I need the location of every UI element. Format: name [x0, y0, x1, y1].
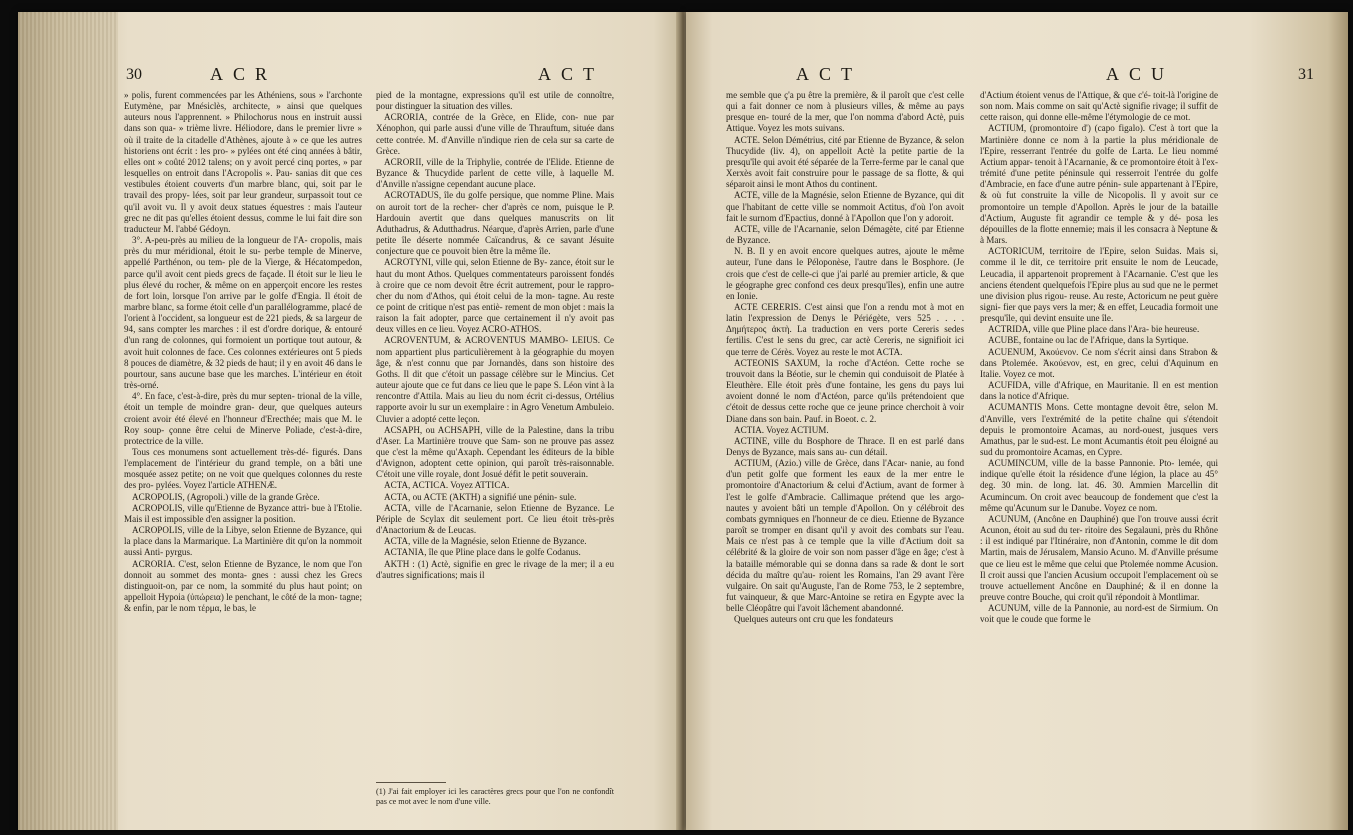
paragraph: ACTIUM, (Azio.) ville de Grèce, dans l'Acar- nanie, au fond d'un petit golfe que forment les eaux de la mer entre le promontoire d'Anactorium & celui d'Actium, avant de former à l'est le golfe d'Ambracie. Callimaque prétend que les argo- nautes y avoient bâti un temple d'Apollon. On y célébroit des combats gymniques en l'honneur de ce dieu. Etienne de Byzance paroît se tromper en disant qu'il y avoit des combats sur l'eau. Mais ce n'est pas à ce temple que la ville d'Actium doit sa célébrité & la gloire de voir son nom passer d'âge en âge; c'est à la bataille mémorable qui se donna dans sa rade & dont le sort décida du maître qu'au- roient les Romains, l'an 29 avant l'ère vulgaire. On sait qu'Auguste, l'an de Rome 753, le 2 septembre, fut vainqueur, & que Marc-Antoine se retira en Egypte avec la belle Cléopâtre qui l'avoit lâchement abandonné.	[726, 458, 964, 614]
paragraph: ACSAPH, ou ACHSAPH, ville de la Palestine, dans la tribu d'Aser. La Martinière trouve que Sam- son ne prouve pas assez que c'est la même qu'Axaph. Cependant les éditeurs de la bible d'Avignon, adoptent cette opinion, qui paroît très-raisonnable. C'étoit une ville royale, dont Josué défit le petit souverain.	[376, 424, 614, 480]
paragraph: ACUNUM, (Ancône en Dauphiné) que l'on trouve aussi écrit Acunon, étoit au sud du ter- ritoire des Segalauni, près du Rhône : il est indiqué par l'Itinéraire, non d'Antonin, comme le dit dom Martin, mais de Jérusalem, Mansio Acuno. M. d'Anville présume que ce lieu est le même que celui que Ptolemée nomme Acusion. Il croit aussi que l'ancien Acusium occupoit l'emplacement où se trouve actuellement Ancône en Dauphiné; & il en donne la preuve contre Bouche, qui croit qu'il répondoit à Montlimar.	[980, 513, 1218, 603]
page-edges	[18, 12, 118, 830]
paragraph: N. B. Il y en avoit encore quelques autres, ajoute le même auteur, l'une dans le Péloponèse, l'autre dans le Bosphore. (Je crois que c'est de celle-ci que j'ai parlé au premier article, & que le géographe grec confond ces deux presqu'îles), enfin une autre en Ionie.	[726, 246, 964, 301]
paragraph: ACUNUM, ville de la Pannonie, au nord-est de Sirmium. On voit que le coude que forme le	[980, 603, 1218, 625]
right-folio: 31	[1298, 66, 1314, 83]
paragraph: ACTINE, ville du Bosphore de Thrace. Il en est parlé dans Denys de Byzance, mais sans au- cun détail.	[726, 435, 964, 457]
paragraph: ACTE, ville de la Magnésie, selon Etienne de Byzance, qui dit que l'habitant de cette ville se nommoit Actitus, d'où l'on avoit fait le surnom d'Epactius, donné à l'Apollon que l'on y adoroit.	[726, 190, 964, 223]
paragraph: me semble que ç'a pu être la première, & il paroît que c'est celle qui a fait donner ce nom à plusieurs villes, & même au pays presque en- touré de la mer, que l'on nomma d'abord Actè, puis Attique. Voyez les mots suivans.	[726, 90, 964, 134]
paragraph: ACTIUM, (promontoire d') (capo figalo). C'est à tort que la Martinière donne ce nom à la partie la plus méridionale de l'Epire, resserrant l'entrée du golfe de Larta. Le lieu nommé Actium appar- tenoit à l'Acarnanie, & ce promontoire étoit à l'ex- trémité d'une petite péninsule qui resserroit l'entrée du golfe d'Ambracie, en face d'une autre pénin- sule appartenant à l'Epire, & où fut construite la ville de Nicopolis. Il y avoit sur ce promontoire un temple d'Apollon. Après le jour de la bataille d'Actium, Auguste fit agrandir ce temple & y dé- posa les dépouilles de la flotte ennemie; mais il les consacra à Neptune & à Mars.	[980, 123, 1218, 246]
paragraph: ACTA, ville de l'Acarnanie, selon Etienne de Byzance. Le Périple de Scylax dit seulement port. Ce lieu étoit très-près d'Anactorium & de Leucas.	[376, 502, 614, 536]
right-column-2	[980, 90, 1218, 626]
left-page	[18, 12, 680, 830]
paragraph: ACUMANTIS Mons. Cette montagne devoit être, selon M. d'Anville, vers l'extrémité de la petite chaîne qui s'étendoit depuis le promontoire Acamas, au nord-ouest, jusques vers Amathus, par le sud-est. Le mont Acumantis étoit peu éloigné au sud du promontoire Acamas, en Cypre.	[980, 402, 1218, 457]
paragraph: ACTA, ACTICA. Voyez ATTICA.	[384, 480, 510, 491]
paragraph: ACRORIA. C'est, selon Etienne de Byzance, le nom que l'on donnoit au sommet des monta- gnes : aussi chez les Grecs distinguoit-on, par ce nom, la sommité du plus haut point; on appelloit Hypoia (ὑπώρεια) le penchant, le côté de la mon- tagne; & enfin, par le nom τέρμα, le bas, le	[124, 558, 362, 614]
paragraph: ACROPOLIS, ville de la Libye, selon Etienne de Byzance, qui la place dans la Marmarique. La Martinière dit qu'on la nommoit aussi Anti- pyrgus.	[124, 525, 362, 558]
footnote-rule	[376, 782, 446, 783]
paragraph: ACTA, ville de la Magnésie, selon Etienne de Byzance.	[384, 536, 587, 547]
left-column-1	[124, 90, 362, 614]
left-column-2	[376, 90, 614, 581]
paragraph: ACTEONIS SAXUM, la roche d'Actéon. Cette roche se trouvoit dans la Béotie, sur le chemin qui conduisoit de Platée à Eleuthère. Elle étoit près d'une fontaine, les gens du pays lui avoient donné le nom d'Actéon, parce qu'ils prétendoient que c'étoit de dessus cette roche que ce jeune prince cherchoit à voir Diane dans son bain. Pauf. in Boeot. c. 2.	[726, 357, 964, 424]
paragraph: ACTRIDA, ville que Pline place dans l'Ara- bie heureuse.	[988, 324, 1200, 335]
paragraph: 3°. A-peu-près au milieu de la longueur de l'A- cropolis, mais près du mur méridional, étoit le su- perbe temple de Minerve, appellé Parthénon, ou tem- ple de la Vierge, & Hécatompedon, parce qu'il avoit cent pieds grecs de façade. Il étoit sur le lieu le plus élevé du rocher, & même on en apperçoit encore les restes de fort loin, lorsque l'on arrive par le golfe d'Engia. Il étoit de marbre blanc, sa forme étoit celle d'un parallélogramme, placé de l'orient à l'occident, sa longueur est de 221 pieds, & sa largeur de 94, sans compter les marches : il est d'ordre dorique, & entouré d'un rang de colonnes, qui formoient un portique tout autour, & avoit huit colonnes de face. Ces colonnes extérieures ont 5 pieds 8 pouces de diamètre, & 32 pieds de haut; il y en avoit 46 dans le pourtour, sans aucune base que les marches. L'intérieur en étoit très-orné.	[124, 235, 362, 391]
right-column-1	[726, 90, 964, 626]
footnote: (1) J'ai fait employer ici les caractères grecs pour que l'on ne confondît pas ce mot avec le nom d'une ville.	[376, 787, 614, 806]
paragraph: Tous ces monumens sont actuellement très-dé- figurés. Dans l'emplacement de l'intérieur du grand temple, on a bâti une mosquée assez petite; on ne voit que quelques colonnes du reste des pro- pylées. Voyez l'article ATHENÆ.	[124, 447, 362, 491]
right-page	[686, 12, 1348, 830]
paragraph: ACUBE, fontaine ou lac de l'Afrique, dans la Syrtique.	[988, 335, 1189, 346]
paragraph: ACROVENTUM, & ACROVENTUS MAMBO- LEIUS. Ce nom appartient plus particulièrement à la géographie du moyen âge, & n'est connu que par Jornandès, dans son histoire des Goths. Il dit que c'étoit un passage célèbre sur le Mincius. Cet auteur ajoute que ce fut dans ce lieu que le pape S. Léon vint à la rencontre d'Attila. Mais au lieu du nom écrit ci-dessus, Ortélius rapporte avoir lu sur un exemplaire : in Agro Venetum Ambuleio. Cluvier a adopté cette leçon.	[376, 335, 614, 424]
paragraph: Quelques auteurs ont cru que les fondateurs	[734, 614, 894, 625]
paragraph: ACROTYNI, ville qui, selon Etienne de By- zance, étoit sur le haut du mont Athos. Quelques commentateurs paroissent fondés à croire que ce nom devoit être écrit autrement, pour le rappro- cher du nom d'Athos, qui étoit celui de la mon- tagne. Au reste ce point de critique n'est pas entiè- rement de mon objet : mais la raison la fait adopter, parce que certainement il n'y avoit pas deux villes en ce lieu. Voyez ACRO-ATHOS.	[376, 257, 614, 335]
paragraph: ACTE. Selon Démétrius, cité par Etienne de Byzance, & selon Thucydide (liv. 4), on appelloit Actè la petite partie de la presqu'île qui avoit été séparée de la Terre-ferme par le canal que Xerxès avoit fait construire pour le passage de sa flotte, & qui séparoit ainsi le mont Athos du continent.	[726, 134, 964, 190]
right-running-head-1: ACT	[796, 64, 862, 84]
right-running-head-2: ACU	[1106, 64, 1175, 84]
paragraph: ACUENUM, Ἀκούενον. Ce nom s'écrit ainsi dans Strabon & dans Ptolemée. Ἀκούενον, est, en grec, celui d'Aquinum en Italie. Voyez ce mot.	[980, 346, 1218, 379]
paragraph: ACRORIA, contrée de la Grèce, en Elide, con- nue par Xénophon, qui parle aussi d'une ville de Thrauftum, située dans cette contrée. M. d'Anville n'indique rien de cela sur sa carte de Grèce.	[376, 112, 614, 156]
paragraph: ACTE CERERIS. C'est ainsi que l'on a rendu mot à mot en latin l'expression de Denys le Périégète, vers 525 . . . . Δημήτερος ἀκτὴ. La traduction en vers porte Cereris sedes fertilis. C'est le sens du grec, car actè Cereris, ne signifioit ici que terre de Cérès. Voyez au reste le mot ACTA.	[726, 301, 964, 357]
paragraph: 4°. En face, c'est-à-dire, près du mur septen- trional de la ville, étoit un temple de moindre gran- deur, que quelques auteurs croient avoir été élevé en l'honneur d'Erecthée; mais que M. le Roy soup- çonne être celui de Minerve Poliade, c'est-à-dire, protectrice de la ville.	[124, 391, 362, 446]
book-spread	[18, 12, 1348, 830]
paragraph: ACUMINCUM, ville de la basse Pannonie. Pto- lemée, qui indique qu'elle étoit la résidence d'une légion, la place au 45° deg. 30 min. de long. lat. 46. 30. Ammien Marcellin dit Acumincum. On croit avec beaucoup de fondement que c'est la même qu'Acunum sur le Danube. Voyez ce nom.	[980, 458, 1218, 513]
paragraph: ACROPOLIS, ville qu'Etienne de Byzance attri- bue à l'Etolie. Mais il est impossible d'en assigner la position.	[124, 502, 362, 524]
paragraph: ACTANIA, île que Pline place dans le golfe Codanus.	[384, 547, 581, 558]
paragraph: pied de la montagne, expressions qu'il est utile de connoître, pour distinguer la situation des villes.	[376, 90, 614, 112]
left-running-head-2: ACT	[538, 64, 604, 84]
paragraph: ACTA, ou ACTE (ἈΚΤΗ) a signifié une pénin- sule.	[384, 491, 577, 502]
paragraph: ACTIA. Voyez ACTIUM.	[734, 424, 829, 435]
paragraph: ACUFIDA, ville d'Afrique, en Mauritanie. Il en est mention dans la notice d'Afrique.	[980, 380, 1218, 402]
paragraph: » polis, furent commencées par les Athéniens, sous » l'archonte Eutymène, par Mnésiclès, architecte, » ainsi que quelques auteurs nous l'apprennent. » Philochorus nous en instruit aussi dans son qua- » trième livre. Héliodore, dans le premier livre » où il traite de la citadelle d'Athènes, ajoute à » ce que les autres historiens ont écrit : les pro- » pylées ont été cinq années à bâtir, elles ont » coûté 2012 talens; on y avoit percé cinq portes, » par lesquelles on entroit dans l'Acropolis ». Pau- sanias dit que ces vestibules étoient couverts d'un marbre blanc, qui, soit par le travail des propy- lées, soit par leur grandeur, surpassoit tout ce qu'il avoit vu. Il y avoit deux statues équestres : mais l'auteur grec ne dit pas qu'elles étoient dessus, comme le lui fait dire son traducteur M. l'abbé Gédoyn.	[124, 90, 362, 234]
paragraph: AKTH : (1) Actè, signifie en grec le rivage de la mer; il a eu d'autres significations; mais il	[376, 558, 614, 580]
paragraph: ACRORII, ville de la Triphylie, contrée de l'Elide. Etienne de Byzance & Thucydide parlent de cette ville, à laquelle M. d'Anville n'assigne cependant aucune place.	[376, 156, 614, 190]
left-folio: 30	[126, 66, 142, 83]
paragraph: ACTORICUM, territoire de l'Epire, selon Suidas. Mais si, comme il le dit, ce territoire prit ensuite le nom de Leucade, Leucadia, il appartenoit proprement à l'Acarnanie. C'est que les anciens étendent quelquefois l'Epire plus au sud que ne le permet une division plus rigou- reuse. Au reste, Actoricum ne peut guère signi- fier que pays vers la mer; & en effet, Leucadia formoit une presqu'île, qui devint ensuite une île.	[980, 246, 1218, 324]
left-running-head-1: ACR	[210, 64, 278, 84]
paragraph: ACROTADUS, île du golfe persique, que nomme Pline. Mais on auroit tort de la recher- cher d'après ce nom, puisque le P. Hardouin avertit que dans quelques manuscrits on lit Aduthadrus, & Adutthadrus. Néarque, d'après Arrien, parle d'une petite île déserte nommée Caïcandrus, & ce savant Jésuite conjecture que ce pouvoit bien être la même île.	[376, 190, 614, 257]
paragraph: ACROPOLIS, (Agropoli.) ville de la grande Grèce.	[132, 491, 320, 502]
paragraph: d'Actium étoient venus de l'Attique, & que c'é- toit-là l'origine de son nom. Mais comme on sait qu'Actè signifie rivage; il suffit de cette raison, qui donne elle-même l'étymologie de ce mot.	[980, 90, 1218, 123]
paragraph: ACTE, ville de l'Acarnanie, selon Démagète, cité par Etienne de Byzance.	[726, 223, 964, 246]
